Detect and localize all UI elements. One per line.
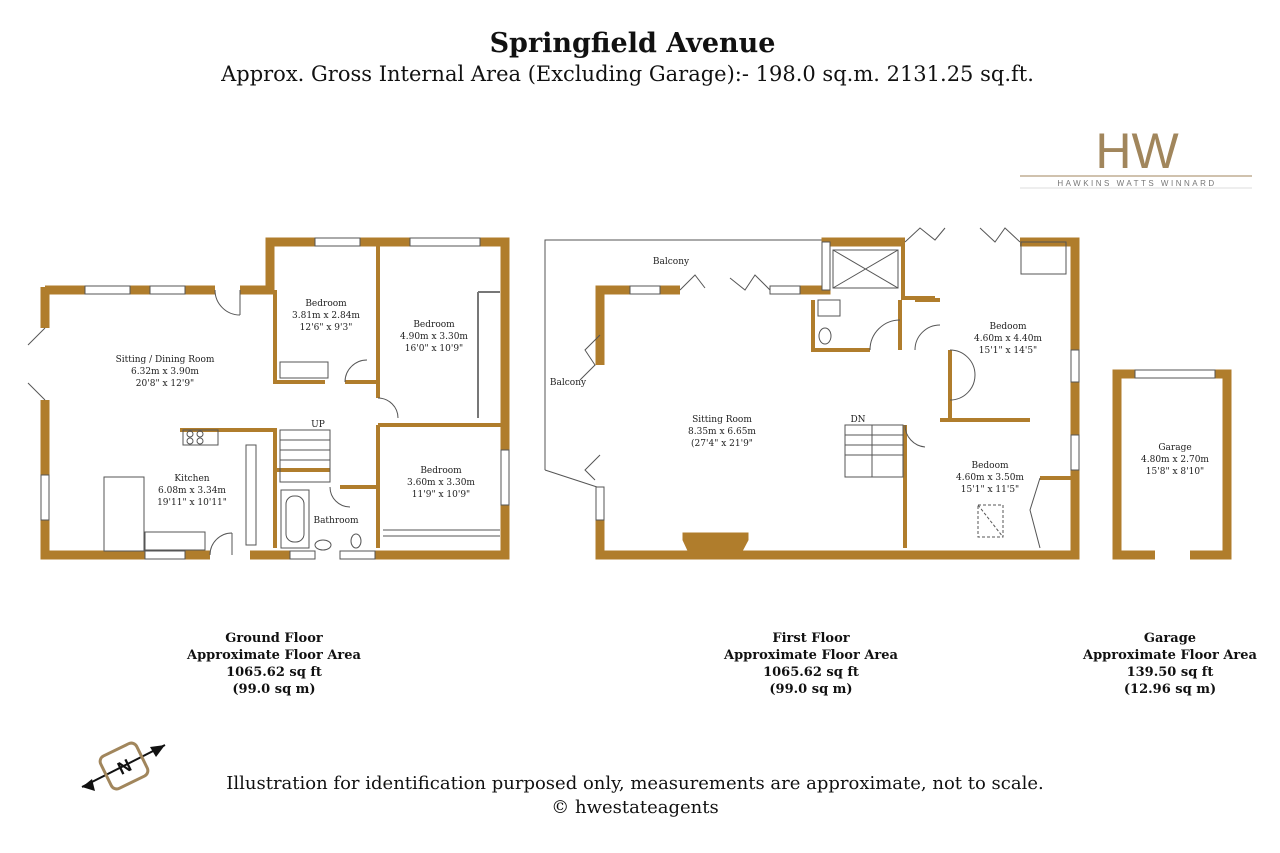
gf-up-label: UP — [311, 420, 325, 430]
ff-sitting-name: Sitting Room — [692, 415, 752, 425]
gf-bed1-metric: 3.81m x 2.84m — [292, 311, 360, 321]
ff-fixtures — [580, 228, 1079, 555]
hob-icon — [183, 430, 218, 445]
gf-sitting-imperial: 20'8" x 12'9" — [135, 379, 195, 389]
gf-bed3-imperial: 11'9" x 10'9" — [411, 490, 471, 500]
page-title: Springfield Avenue — [489, 28, 776, 59]
ff-dn-label: DN — [850, 415, 866, 425]
logo-monogram: HW — [1095, 123, 1179, 179]
ff-bed2-imperial: 15'1" x 11'5" — [960, 485, 1020, 495]
fireplace — [683, 533, 748, 555]
gf-caption-area-label: Approximate Floor Area — [187, 648, 361, 663]
garage-labels — [1141, 443, 1209, 477]
company-logo — [1020, 123, 1252, 188]
gf-bed2-metric: 4.90m x 3.30m — [400, 332, 468, 342]
ff-sitting-metric: 8.35m x 6.65m — [688, 427, 756, 437]
garage-caption-area-label: Approximate Floor Area — [1083, 648, 1257, 663]
gf-bed3-metric: 3.60m x 3.30m — [407, 478, 475, 488]
logo-name: HAWKINS WATTS WINNARD — [1057, 179, 1217, 188]
gf-room-labels — [116, 299, 476, 526]
ff-caption — [701, 630, 921, 698]
ff-bed1-name: Bedoom — [989, 322, 1027, 332]
ff-caption-area-label: Approximate Floor Area — [724, 648, 898, 663]
bath-icon — [281, 490, 309, 548]
ff-toilet-icon — [819, 328, 831, 344]
gf-bathroom-name: Bathroom — [313, 516, 359, 526]
ff-bed1-imperial: 15'1" x 14'5" — [978, 346, 1038, 356]
ff-caption-sqft: 1065.62 sq ft — [763, 665, 859, 680]
gf-outer-wall-6 — [480, 242, 505, 450]
gf-kitchen-name: Kitchen — [174, 474, 210, 484]
garage-metric: 4.80m x 2.70m — [1141, 455, 1209, 465]
ff-caption-name: First Floor — [772, 631, 850, 646]
garage-caption-name: Garage — [1143, 631, 1197, 646]
gf-interior-walls — [180, 242, 505, 548]
gf-kitchen-metric: 6.08m x 3.34m — [158, 486, 226, 496]
gf-sitting-metric: 6.32m x 3.90m — [131, 367, 199, 377]
gf-caption-sqft: 1065.62 sq ft — [226, 665, 322, 680]
ff-balcony-top: Balcony — [652, 257, 690, 267]
basin-icon — [315, 540, 331, 550]
gf-bed2-name: Bedroom — [413, 320, 455, 330]
garage-imperial: 15'8" x 8'10" — [1145, 467, 1205, 477]
garage-fixtures — [1135, 370, 1215, 378]
gf-caption-sqm: (99.0 sq m) — [232, 682, 316, 697]
ff-staircase — [845, 425, 903, 477]
gf-kitchen-imperial: 19'11" x 10'11" — [157, 498, 227, 508]
ff-balcony-side: Balcony — [549, 378, 587, 388]
garage-caption-sqft: 139.50 sq ft — [1126, 665, 1214, 680]
gf-caption-name: Ground Floor — [225, 631, 323, 646]
gf-bed1-name: Bedroom — [305, 299, 347, 309]
garage-name: Garage — [1158, 443, 1192, 453]
garage-caption-sqm: (12.96 sq m) — [1123, 682, 1217, 697]
compass-letter: N — [114, 755, 135, 779]
gf-bed3-name: Bedroom — [420, 466, 462, 476]
ff-caption-sqm: (99.0 sq m) — [769, 682, 853, 697]
ff-bed2-name: Bedoom — [971, 461, 1009, 471]
footer — [0, 772, 1270, 820]
gf-sitting-name: Sitting / Dining Room — [115, 355, 215, 365]
disclaimer-text: Illustration for identification purposed only, measurements are approximate, not to scale. — [226, 773, 1044, 794]
garage-caption — [1060, 630, 1280, 698]
toilet-icon — [351, 534, 361, 548]
gf-bed2-imperial: 16'0" x 10'9" — [404, 344, 464, 354]
first-floor-plan — [600, 242, 1075, 555]
copyright-text: © hwestateagents — [551, 797, 719, 818]
gf-caption — [164, 630, 384, 698]
gf-bed1-imperial: 12'6" x 9'3" — [299, 323, 353, 333]
gf-outer-wall-8 — [240, 242, 315, 290]
ff-bed1-metric: 4.60m x 4.40m — [974, 334, 1042, 344]
page-subtitle: Approx. Gross Internal Area (Excluding Garage):- 198.0 sq.m. 2131.25 sq.ft. — [221, 62, 1034, 86]
ff-bed2-metric: 4.60m x 3.50m — [956, 473, 1024, 483]
ff-sitting-imperial: (27'4" x 21'9" — [691, 439, 753, 449]
first-floor-balcony — [545, 240, 822, 487]
staircase — [280, 430, 330, 482]
